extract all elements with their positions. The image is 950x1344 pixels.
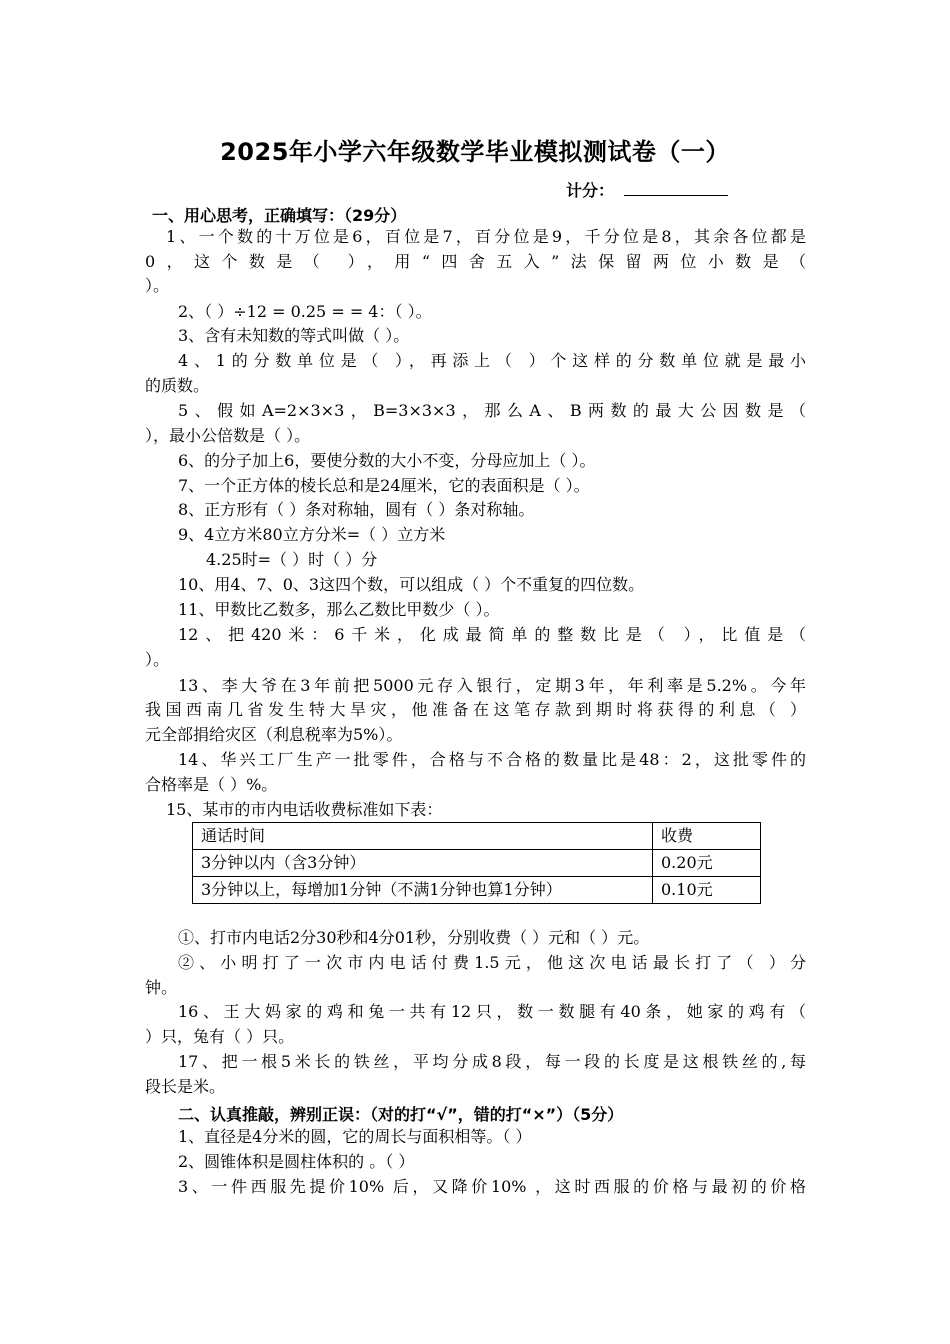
- score-label: 计分：: [566, 181, 615, 200]
- question-9-line-2: 4.25时=（ ）时（ ）分: [206, 550, 378, 569]
- question-4-line-2: 的质数。: [145, 376, 210, 395]
- question-9-line-1: 9、4立方米80立方分米=（ ）立方米: [178, 525, 446, 544]
- question-1-line-1: 1、一个数的十万位是6，百位是7，百分位是9，千分位是8，其余各位都是: [166, 227, 806, 246]
- question-2: 2、（ ）÷12 = 0.25 = = 4：（ ）。: [178, 302, 432, 321]
- question-15-part-2-line-1: ②、小明打了一次市内电话付费1.5元，他这次电话最长打了（ ）分: [178, 953, 806, 972]
- question-4-line-1: 4、1的分数单位是（ ），再添上（ ）个这样的分数单位就是最小: [178, 351, 806, 370]
- question-10: 10、用4、7、0、3这四个数，可以组成（ ）个不重复的四位数。: [178, 575, 645, 594]
- question-15-part-2-line-2: 钟。: [145, 978, 178, 997]
- section-2-heading: 二、认真推敲，辨别正误：（对的打“√”，错的打“×”）（5分）: [178, 1105, 624, 1124]
- question-17-line-2: 段长是米。: [145, 1077, 226, 1096]
- table-row: [193, 850, 761, 877]
- question-13-line-1: 13、李大爷在3年前把5000元存入银行，定期3年，年利率是5.2%。今年: [178, 676, 806, 695]
- question-7: 7、一个正方体的棱长总和是24厘米，它的表面积是（ ）。: [178, 476, 590, 495]
- question-11: 11、甲数比乙数多，那么乙数比甲数少（ ）。: [178, 600, 500, 619]
- question-13-line-3: 元全部捐给灾区（利息税率为5%）。: [145, 725, 403, 744]
- question-13-line-2: 我国西南几省发生特大旱灾，他准备在这笔存款到期时将获得的利息（ ）: [145, 700, 806, 719]
- question-16-line-2: ）只，兔有（ ）只。: [145, 1027, 295, 1046]
- table-row: [193, 877, 761, 904]
- question-17-line-1: 17、把一根5米长的铁丝，平均分成8段，每一段的长度是这根铁丝的,每: [178, 1052, 806, 1071]
- table-cell: 3分钟以内（含3分钟）: [193, 850, 653, 877]
- judgement-2: 2、圆锥体积是圆柱体积的 。（ ）: [178, 1152, 415, 1171]
- question-5-line-1: 5、假如A=2×3×3，B=3×3×3，那么A、B两数的最大公因数是（: [178, 401, 806, 420]
- question-8: 8、正方形有（ ）条对称轴，圆有（ ）条对称轴。: [178, 500, 535, 519]
- table-header-cell: 通话时间: [193, 823, 653, 850]
- question-1-line-2: 0，这个数是（ ），用“四舍五入”法保留两位小数是（: [145, 252, 806, 271]
- page-title: 2025年小学六年级数学毕业模拟测试卷（一）: [220, 138, 730, 166]
- question-14-line-2: 合格率是（ ）%。: [145, 775, 278, 794]
- table-header-cell: 收费: [653, 823, 761, 850]
- question-3: 3、含有未知数的等式叫做（ ）。: [178, 326, 410, 345]
- table-cell: 0.20元: [653, 850, 761, 877]
- score-blank: [624, 195, 728, 196]
- fee-table: [192, 822, 761, 904]
- judgement-3: 3、一件西服先提价10% 后，又降价10% ，这时西服的价格与最初的价格: [178, 1177, 806, 1196]
- judgement-1: 1、直径是4分米的圆，它的周长与面积相等。（ ）: [178, 1127, 532, 1146]
- question-1-line-3: ）。: [145, 276, 170, 295]
- question-5-line-2: ），最小公倍数是（ ）。: [145, 426, 311, 445]
- question-15-part-1: ①、打市内电话2分30秒和4分01秒，分别收费（ ）元和（ ）元。: [178, 928, 650, 947]
- section-1-heading: 一、用心思考，正确填写：（29分）: [152, 206, 407, 225]
- table-cell: 0.10元: [653, 877, 761, 904]
- question-12-line-1: 12、把420米：6千米，化成最简单的整数比是（ ），比值是（: [178, 625, 806, 644]
- table-header-row: [193, 823, 761, 850]
- question-15: 15、某市的市内电话收费标准如下表：: [166, 800, 443, 819]
- question-14-line-1: 14、华兴工厂生产一批零件，合格与不合格的数量比是48：2，这批零件的: [178, 750, 806, 769]
- question-6: 6、的分子加上6，要使分数的大小不变，分母应加上（ ）。: [178, 451, 596, 470]
- table-cell: 3分钟以上，每增加1分钟（不满1分钟也算1分钟）: [193, 877, 653, 904]
- question-16-line-1: 16、王大妈家的鸡和兔一共有12只，数一数腿有40条，她家的鸡有（: [178, 1002, 806, 1021]
- question-12-line-2: ）。: [145, 650, 170, 669]
